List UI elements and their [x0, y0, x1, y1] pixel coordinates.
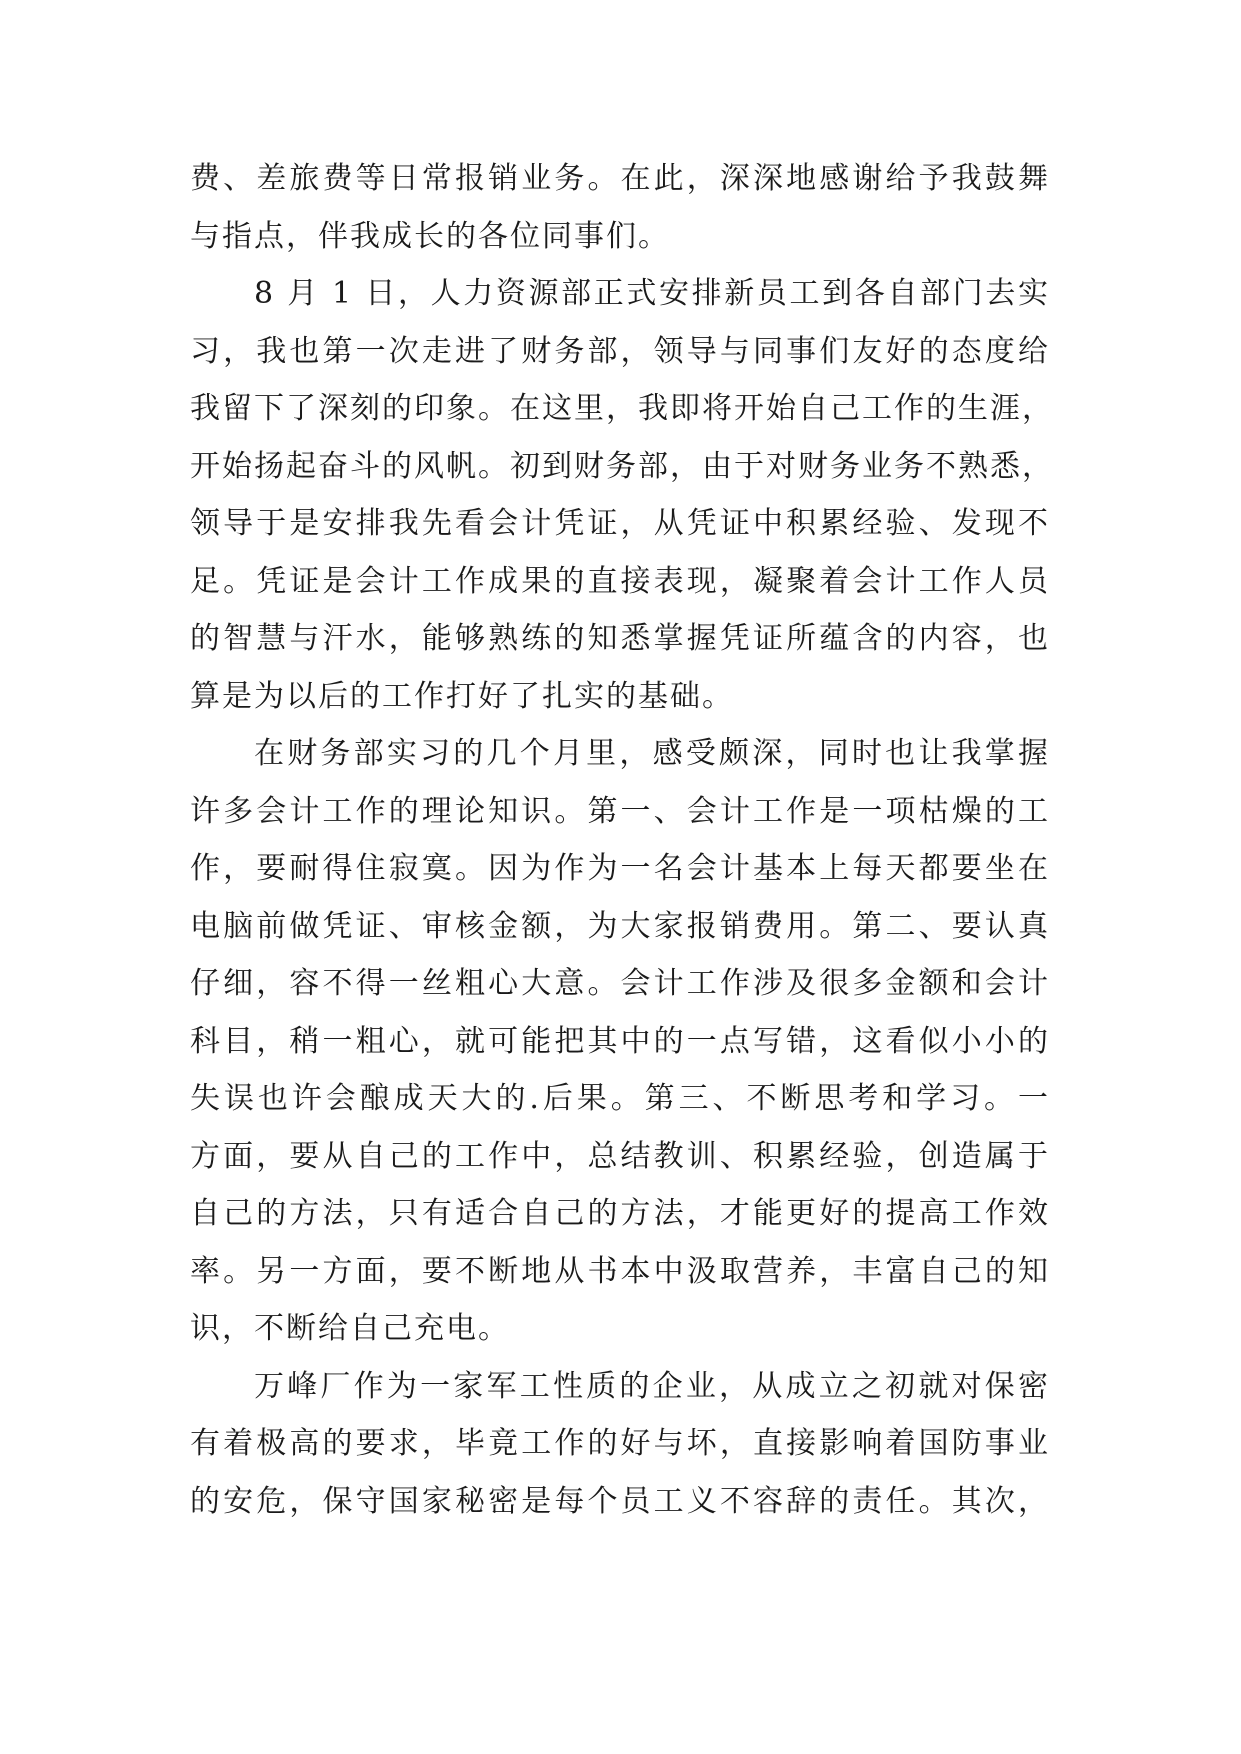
- document-body: [190, 150, 1054, 1530]
- paragraph-4-line-1: 万峰厂作为一家军工性质的企业，从成立之初就对保密: [254, 1368, 1050, 1404]
- paragraph-3-line-2: 许多会计工作的理论知识。第一、会计工作是一项枯燥的工: [190, 793, 1050, 829]
- paragraph-3-line-6: 科目，稍一粗心，就可能把其中的一点写错，这看似小小的: [190, 1023, 1050, 1059]
- paragraph-4-line-3: 的安危，保守国家秘密是每个员工义不容辞的责任。其次，: [190, 1483, 1050, 1519]
- paragraph-2-line-3: 我留下了深刻的印象。在这里，我即将开始自己工作的生涯，: [190, 391, 1054, 426]
- paragraph-3-line-4: 电脑前做凭证、审核金额，为大家报销费用。第二、要认真: [190, 908, 1050, 944]
- paragraph-3-line-9: 自己的方法，只有适合自己的方法，才能更好的提高工作效: [190, 1196, 1050, 1231]
- paragraph-3-line-11: 识，不断给自己充电。: [190, 1311, 510, 1346]
- paragraph-3-line-1: 在财务部实习的几个月里，感受颇深，同时也让我掌握: [254, 736, 1050, 771]
- paragraph-3-line-7: 失误也许会酿成天大的.后果。第三、不断思考和学习。一: [190, 1081, 1050, 1116]
- paragraph-2-line-2: 习，我也第一次走进了财务部，领导与同事们友好的态度给: [190, 333, 1050, 369]
- paragraph-2-line-7: 的智慧与汗水，能够熟练的知悉掌握凭证所蕴含的内容，也: [190, 621, 1050, 656]
- paragraph-1-line-1: 费、差旅费等日常报销业务。在此，深深地感谢给予我鼓舞: [190, 161, 1050, 196]
- paragraph-2-line-5: 领导于是安排我先看会计凭证，从凭证中积累经验、发现不: [190, 506, 1050, 541]
- paragraph-1-line-2: 与指点，伴我成长的各位同事们。: [190, 218, 670, 254]
- paragraph-3-line-8: 方面，要从自己的工作中，总结教训、积累经验，创造属于: [190, 1138, 1050, 1174]
- paragraph-2-line-6: 足。凭证是会计工作成果的直接表现，凝聚着会计工作人员: [190, 563, 1050, 599]
- paragraph-3-line-3: 作，要耐得住寂寞。因为作为一名会计基本上每天都要坐在: [190, 851, 1050, 886]
- paragraph-2-line-1: 8 月 1 日，人力资源部正式安排新员工到各自部门去实: [254, 276, 1050, 311]
- paragraph-2-line-4: 开始扬起奋斗的风帆。初到财务部，由于对财务业务不熟悉，: [190, 448, 1054, 484]
- paragraph-3-line-10: 率。另一方面，要不断地从书本中汲取营养，丰富自己的知: [190, 1253, 1050, 1289]
- paragraph-2-line-8: 算是为以后的工作打好了扎实的基础。: [190, 678, 734, 714]
- paragraph-3-line-5: 仔细，容不得一丝粗心大意。会计工作涉及很多金额和会计: [190, 966, 1050, 1001]
- paragraph-4-line-2: 有着极高的要求，毕竟工作的好与坏，直接影响着国防事业: [190, 1426, 1050, 1461]
